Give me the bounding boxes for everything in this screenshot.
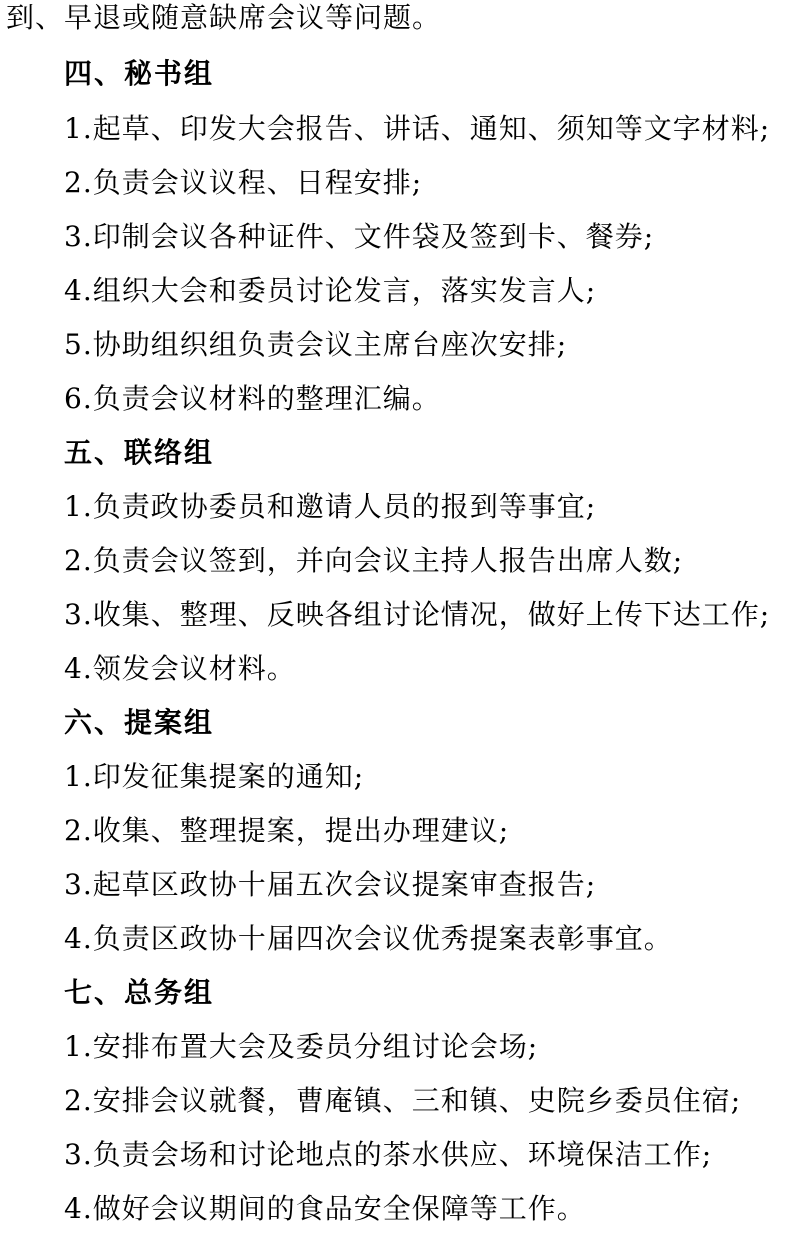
liaison-item-2: 2.负责会议签到，并向会议主持人报告出席人数;	[64, 544, 684, 577]
proposal-item-3: 3.起草区政协十届五次会议提案审查报告;	[64, 868, 597, 901]
secretariat-item-2: 2.负责会议议程、日程安排;	[64, 166, 423, 199]
secretariat-item-1: 1.起草、印发大会报告、讲话、通知、须知等文字材料;	[64, 112, 771, 145]
section-heading-proposal: 六、提案组	[64, 706, 215, 739]
secretariat-item-5: 5.协助组织组负责会议主席台座次安排;	[64, 328, 568, 361]
general-affairs-item-2: 2.安排会议就餐，曹庵镇、三和镇、史院乡委员住宿;	[64, 1084, 742, 1117]
section-heading-liaison: 五、联络组	[64, 436, 215, 469]
proposal-item-1: 1.印发征集提案的通知;	[64, 760, 365, 793]
section-heading-secretariat: 四、秘书组	[64, 57, 215, 90]
proposal-item-2: 2.收集、整理提案，提出办理建议;	[64, 814, 510, 847]
secretariat-item-3: 3.印制会议各种证件、文件袋及签到卡、餐券;	[64, 220, 655, 253]
proposal-item-4: 4.负责区政协十届四次会议优秀提案表彰事宜。	[64, 922, 673, 955]
liaison-item-4: 4.领发会议材料。	[64, 652, 296, 685]
secretariat-item-6: 6.负责会议材料的整理汇编。	[64, 382, 441, 415]
general-affairs-item-4: 4.做好会议期间的食品安全保障等工作。	[64, 1192, 586, 1225]
liaison-item-1: 1.负责政协委员和邀请人员的报到等事宜;	[64, 490, 597, 523]
section-heading-general-affairs: 七、总务组	[64, 976, 215, 1009]
general-affairs-item-3: 3.负责会场和讨论地点的茶水供应、环境保洁工作;	[64, 1138, 713, 1171]
continuation-line: 到、早退或随意缺席会议等问题。	[6, 1, 442, 34]
general-affairs-item-1: 1.安排布置大会及委员分组讨论会场;	[64, 1030, 539, 1063]
liaison-item-3: 3.收集、整理、反映各组讨论情况，做好上传下达工作;	[64, 598, 771, 631]
secretariat-item-4: 4.组织大会和委员讨论发言，落实发言人;	[64, 274, 597, 307]
